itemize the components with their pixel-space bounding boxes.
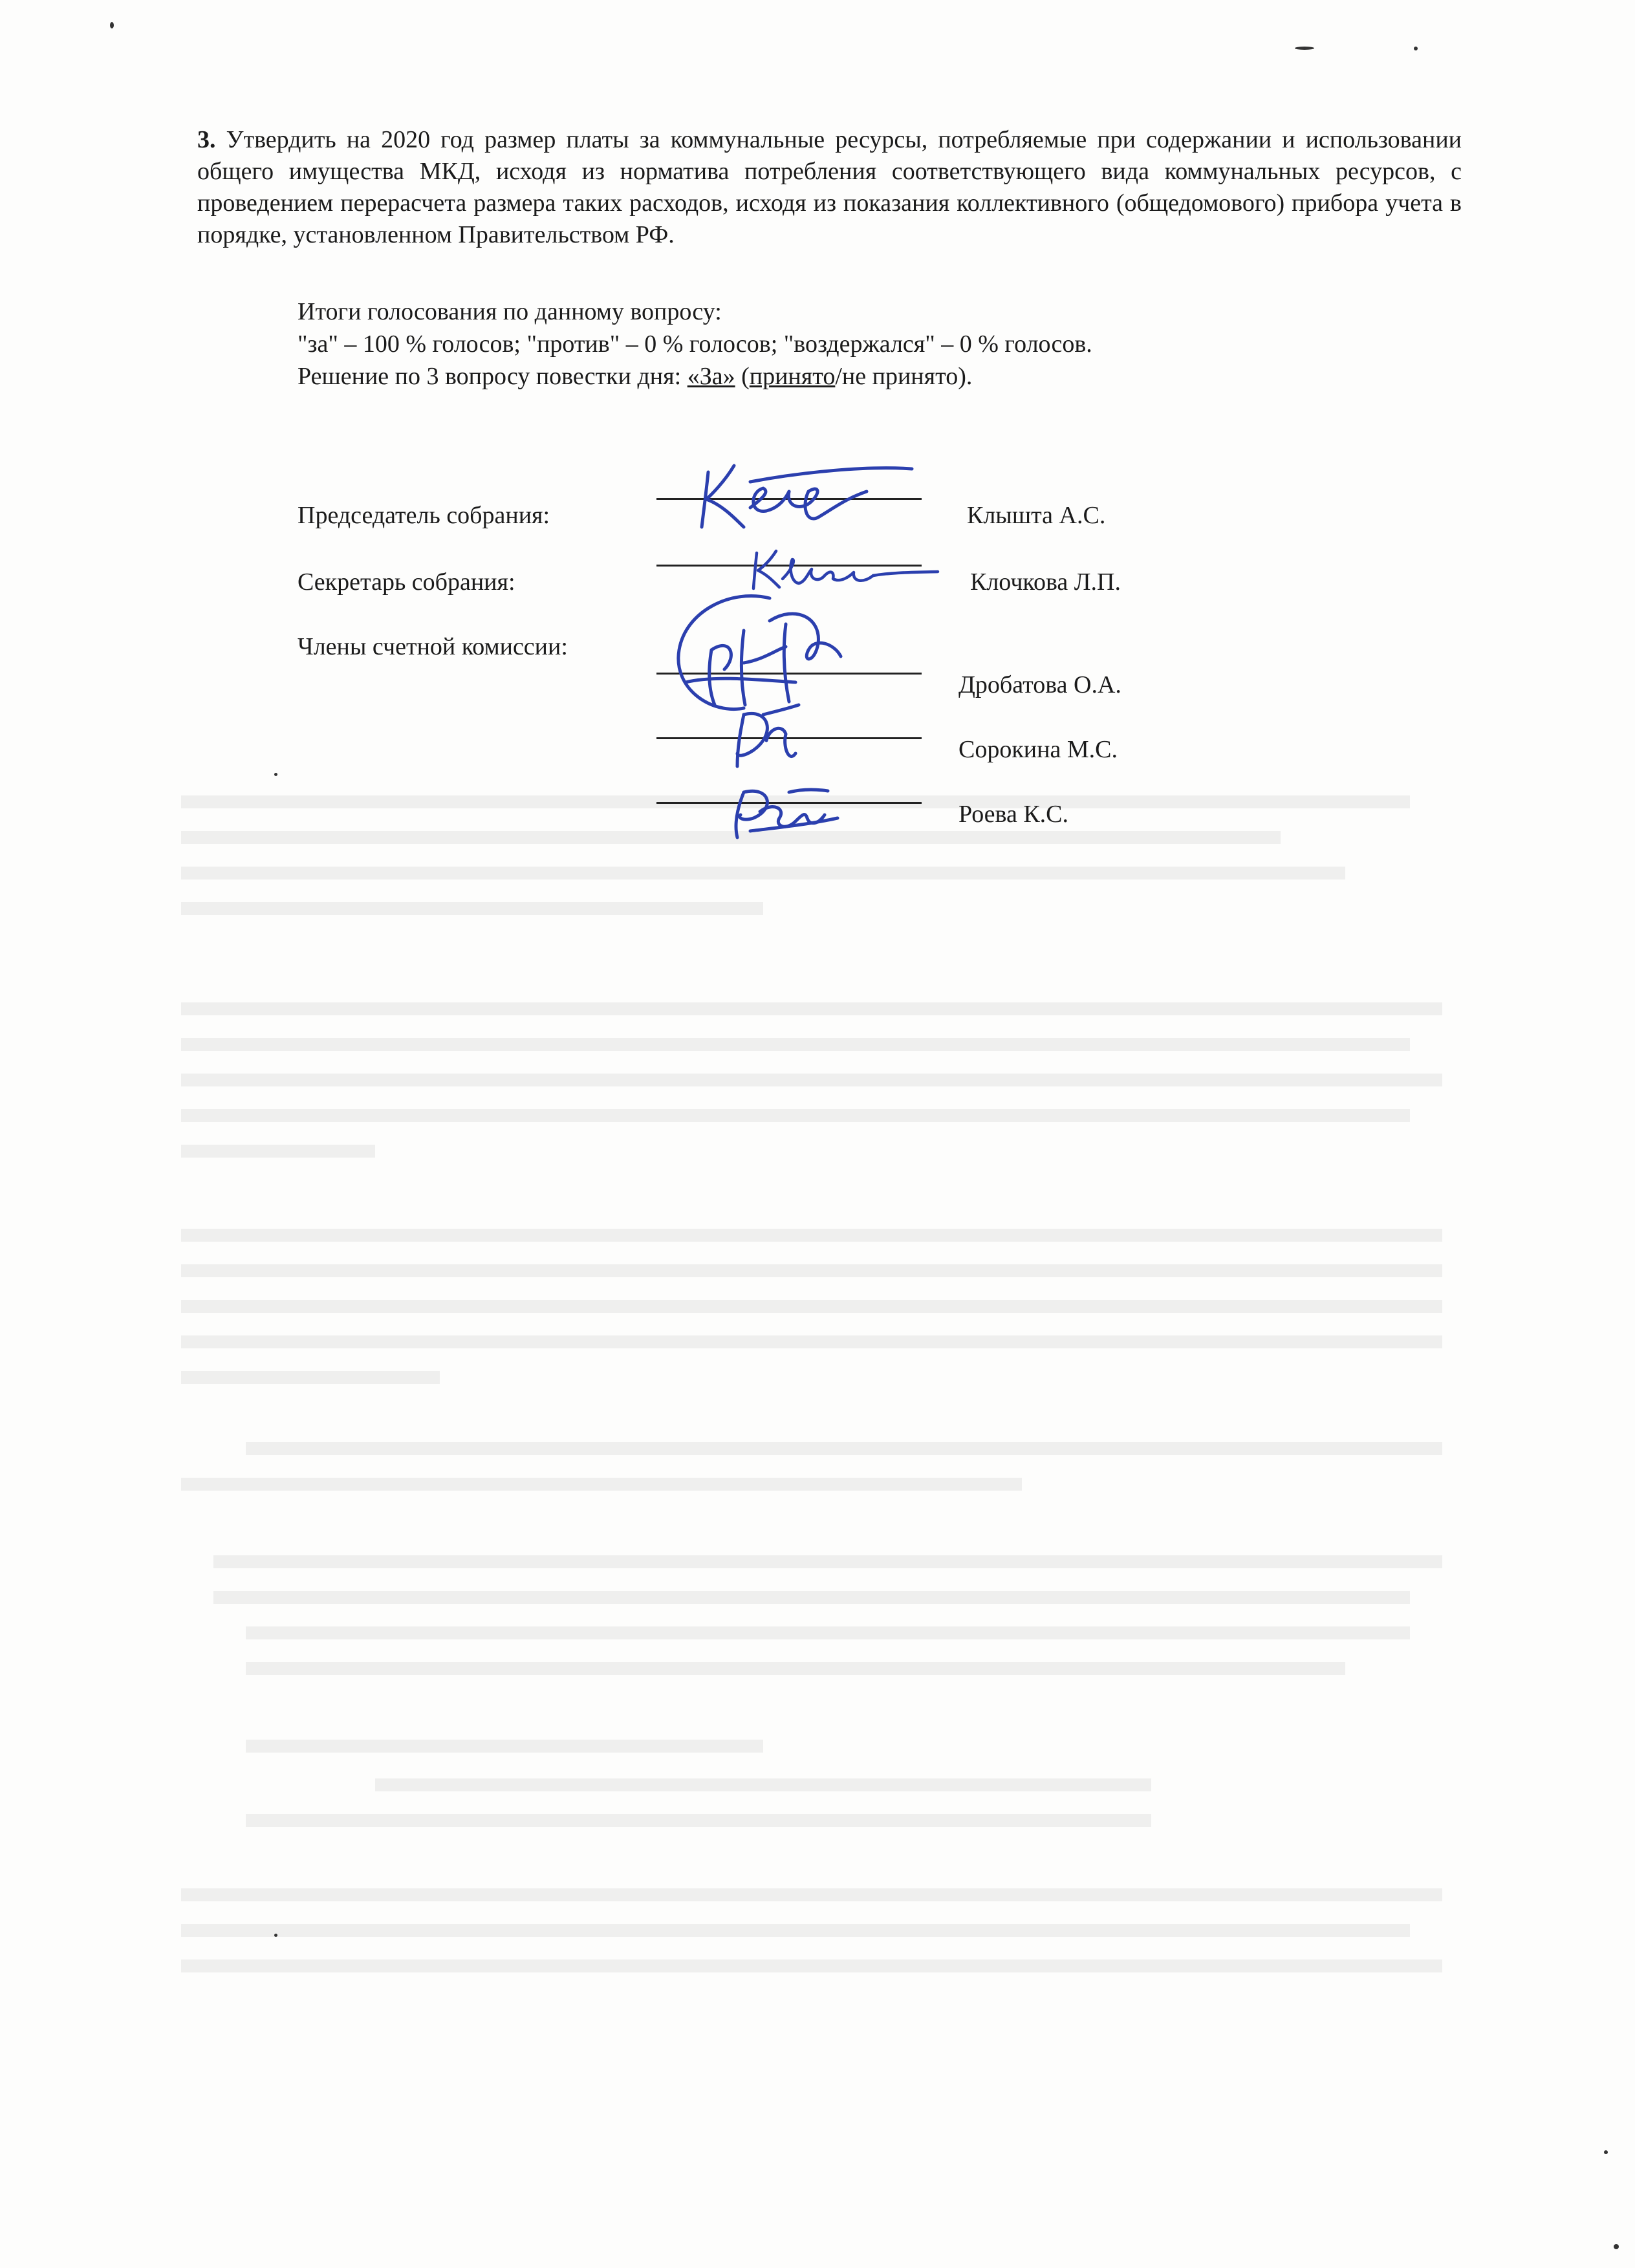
scan-speck — [1604, 2150, 1608, 2154]
item-number: 3. — [197, 126, 216, 153]
member-2-name: Сорокина М.С. — [958, 736, 1118, 763]
scan-speck — [1295, 47, 1314, 50]
voting-results: "за" – 100 % голосов; "против" – 0 % голосов; "воздержался" – 0 % голосов. — [298, 330, 1092, 358]
decision-value: «За» — [687, 363, 735, 390]
member-1-signature — [673, 585, 867, 721]
scan-speck — [274, 1934, 277, 1937]
member-1-name: Дробатова О.А. — [958, 671, 1121, 698]
decision-not-accepted: /не принято). — [835, 363, 973, 390]
chair-signature — [673, 446, 944, 537]
voting-heading: Итоги голосования по данному вопросу: — [298, 298, 722, 325]
bleed-through-lines — [181, 795, 1455, 1992]
scan-speck — [1414, 47, 1418, 50]
decision-open: ( — [735, 363, 750, 390]
scan-speck — [274, 773, 277, 776]
chair-name: Клышта А.С. — [967, 502, 1106, 529]
secretary-label: Секретарь собрания: — [298, 568, 515, 596]
member-3-name: Роева К.С. — [958, 801, 1069, 828]
commission-label: Члены счетной комиссии: — [298, 633, 568, 660]
member-1-signature-line — [656, 673, 922, 675]
chair-label: Председатель собрания: — [298, 502, 550, 529]
scan-speck — [110, 22, 114, 28]
scan-speck — [1614, 2244, 1619, 2249]
decision-line — [298, 361, 972, 393]
decision-prefix: Решение по 3 вопросу повестки дня: — [298, 363, 688, 390]
member-3-signature-line — [656, 802, 922, 804]
agenda-item-3 — [197, 124, 1462, 251]
member-2-signature-line — [656, 737, 922, 739]
secretary-name: Клочкова Л.П. — [970, 568, 1121, 596]
secretary-signature — [744, 543, 951, 595]
chair-signature-line — [656, 498, 922, 500]
secretary-signature-line — [656, 565, 922, 567]
item-text: Утвердить на 2020 год размер платы за коммунальные ресурсы, потребляемые при содержании и использовании общего имущества МКД, исходя из норматива потребления соответствующего вида коммунальных ресурсов, с проведением перерасчета размера таких расходов, исходя из показания коллективного (общедомового) прибора учета в порядке, установленном Правительством РФ. — [197, 126, 1462, 248]
decision-accepted: принято — [749, 363, 836, 390]
